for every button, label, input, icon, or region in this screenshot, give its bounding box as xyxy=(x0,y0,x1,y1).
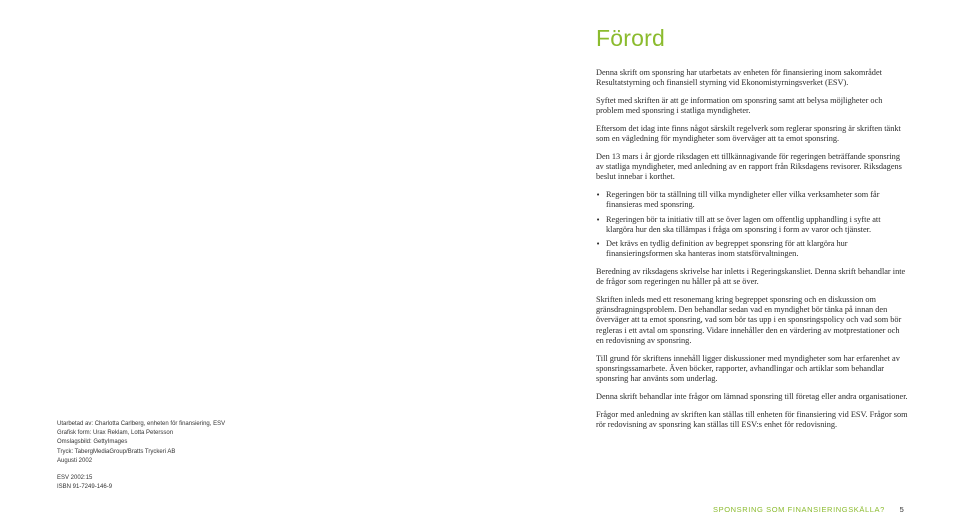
list-item-text: Regeringen bör ta initiativ till att se över lagen om offentlig upphandling i syfte att klargöra hur den ska tillämpas i fråga om sponsring i form av varor och tjänster. xyxy=(606,214,881,234)
right-page xyxy=(480,0,960,515)
page-footer xyxy=(713,505,904,514)
list-item-text: Det krävs en tydlig definition av begreppet sponsring för att klargöra hur finansieringsformen ska hanteras inom statsförvaltningen. xyxy=(606,239,848,259)
page-title: Förord xyxy=(596,25,665,51)
paragraph: Eftersom det idag inte finns något särskilt regelverk som reglerar sponsring är skriften tänkt som en vägledning för myndigheter som överväger att ta emot sponsring. xyxy=(596,124,901,144)
running-title: SPONSRING SOM FINANSIERINGSKÄLLA? xyxy=(713,505,885,514)
paragraph: Beredning av riksdagens skrivelse har inletts i Regeringskansliet. Denna skrift behandlar inte de frågor som regeringen nu håller på att se över. xyxy=(596,267,906,287)
list-item xyxy=(596,239,908,259)
body-text xyxy=(596,68,908,438)
colophon-line: Utarbetad av: Charlotta Carlberg, enheten för finansiering, ESV xyxy=(57,421,226,427)
paragraph: Denna skrift behandlar inte frågor om lämnad sponsring till företag eller andra organisationer. xyxy=(596,391,908,401)
colophon-line: Tryck: TabergMediaGroup/Bratts Tryckeri AB xyxy=(57,448,176,455)
publication-ids xyxy=(57,474,112,492)
page-number: 5 xyxy=(899,505,905,514)
list-item xyxy=(596,190,908,210)
paragraph: Till grund för skriftens innehåll ligger diskussioner med myndigheter som har erfarenhet av sponsringssamarbete. Även böcker, rapporter, avhandlingar och artiklar som behandlar sponsring har använts som underlag. xyxy=(596,353,900,384)
colophon-line: Augusti 2002 xyxy=(57,457,93,464)
bullet-icon: • xyxy=(596,215,601,224)
list-item-text: Regeringen bör ta ställning till vilka myndigheter eller vilka verksamheter som får finansieras med sponsring. xyxy=(606,190,880,210)
colophon-line: Grafisk form: Urax Reklam, Lotta Petersson xyxy=(57,430,174,437)
paragraph: Frågor med anledning av skriften kan ställas till enheten för finansiering vid ESV. Frågor som rör redovisning av sponsring kan ställas till ESV:s enhet för redovisning. xyxy=(596,409,908,429)
paragraph: Syftet med skriften är att ge information om sponsring samt att belysa möjligheter och problem med sponsring i statliga myndigheter. xyxy=(596,96,883,116)
bullet-list xyxy=(596,190,908,259)
bullet-icon: • xyxy=(596,240,601,249)
isbn: ISBN 91-7249-146-9 xyxy=(57,484,113,491)
paragraph: Denna skrift om sponsring har utarbetats av enheten för finansiering inom sakområdet Resultatstyrning och finansiell styrning vid Ekonomistyrningsverket (ESV). xyxy=(596,68,882,88)
bullet-icon: • xyxy=(596,191,601,200)
colophon xyxy=(57,420,225,466)
paragraph: Skriften inleds med ett resonemang kring begreppet sponsring och en diskussion om gränsdragningsproblem. Den behandlar sedan vad en myndighet bör tänka på innan den överväger att ta emot sponsring, vad som bör tas upp i en sponsringspolicy och vad som bör regleras i ett avtal om sponsring. Vidare innehåller den en värdering av motprestationer och en redovisning av sponsring. xyxy=(596,295,902,345)
paragraph: Den 13 mars i år gjorde riksdagen ett tillkännagivande för regeringen beträffande sponsring av statliga myndigheter, med anledning av en rapport från Riksdagens revisorer. Riksdagens beslut innebar i korthet. xyxy=(596,152,902,182)
list-item xyxy=(596,215,908,235)
colophon-line: Omslagsbild: GettyImages xyxy=(57,439,128,446)
report-number: ESV 2002:15 xyxy=(57,475,93,481)
